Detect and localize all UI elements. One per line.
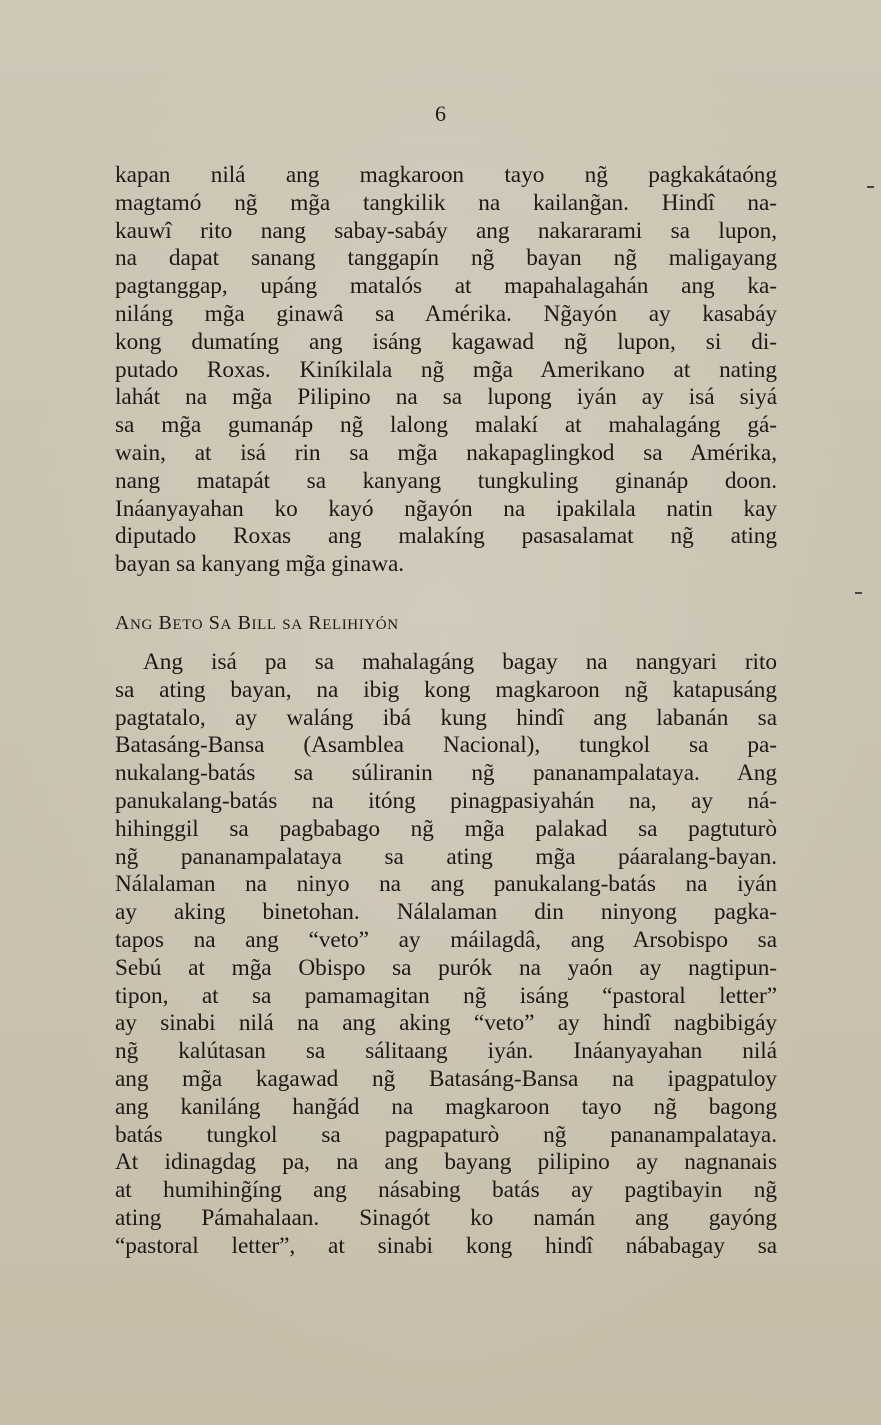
text-line: ang mg̃a kagawad ng̃ Batasáng-Bansa na ipagpatuloy (115, 1065, 777, 1092)
text-line: kong dumatíng ang isáng kagawad ng̃ lupon, si di- (115, 328, 777, 355)
text-line: nukalang-batás sa súliranin ng̃ pananampalataya. Ang (115, 760, 777, 787)
text-line: ng̃ pananampalataya sa ating mg̃a páaralang-bayan. (115, 843, 777, 870)
text-line: lahát na mg̃a Pilipino na sa lupong iyán ay isá siyá (115, 384, 777, 411)
text-line: kapan nilá ang magkaroon tayo ng̃ pagkakátaóng (115, 162, 777, 188)
text-line: niláng mg̃a ginawâ sa Amérika. Ng̃ayón ay kasabáy (115, 300, 777, 327)
text-line: At idinagdag pa, na ang bayang pilipino ay nagnanais (115, 1149, 777, 1176)
heading-word: BETO (158, 612, 204, 634)
text-line: ay aking binetohan. Nálalaman din ninyong pagka- (115, 899, 777, 926)
text-line: Ináanyayahan ko kayó ng̃ayón na ipakilala natin kay (115, 495, 777, 522)
section-heading (115, 610, 777, 638)
text-line: nang matapát sa kanyang tungkuling ginanáp doon. (115, 467, 777, 494)
text-line: ay sinabi nilá na ang aking “veto” ay hindî nagbibigáy (115, 1010, 777, 1037)
heading-word: SA (282, 617, 303, 633)
page-number: 6 (435, 101, 446, 126)
text-line: putado Roxas. Kiníkilala ng̃ mg̃a Amerikano at nating (115, 356, 777, 383)
paragraph-1 (115, 162, 777, 579)
heading-word: SA (208, 612, 232, 634)
text-line: Batasáng-Bansa (Asamblea Nacional), tungkol sa pa- (115, 732, 777, 759)
text-line: kauwî rito nang sabay-sabáy ang nakararami sa lupon, (115, 217, 777, 244)
text-line: Nálalaman na ninyo na ang panukalang-batás na iyán (115, 871, 777, 898)
text-line: tipon, at sa pamamagitan ng̃ isáng “pastoral letter” (115, 982, 777, 1009)
text-line: bayan sa kanyang mg̃a ginawa. (115, 551, 405, 578)
text-line: na dapat sanang tanggapín ng̃ bayan ng̃ maligayang (115, 245, 777, 272)
text-line: pagtanggap, upáng matalós at mapahalagahán ang ka- (115, 273, 777, 300)
text-line: diputado Roxas ang malakíng pasasalamat ng̃ ating (115, 523, 777, 550)
heading-word: ANG (115, 612, 153, 634)
text-line: sa mg̃a gumanáp ng̃ lalong malakí at mahalagáng gá- (115, 412, 777, 439)
text-line: ng̃ kalútasan sa sálitaang iyán. Ináanyayahan nilá (115, 1038, 777, 1065)
text-line: batás tungkol sa pagpapaturò ng̃ pananampalataya. (115, 1121, 777, 1148)
text-line: ang kaniláng hang̃ád na magkaroon tayo ng̃ bagong (115, 1093, 777, 1120)
text-line: pagtatalo, ay waláng ibá kung hindî ang labanán sa (115, 704, 777, 731)
text-line: tapos na ang “veto” ay máilagdâ, ang Arsobispo sa (115, 926, 777, 953)
text-line: panukalang-batás na itóng pinagpasiyahán na, ay ná- (115, 787, 777, 814)
heading-word: BILL (237, 612, 277, 634)
text-line: Sebú at mg̃a Obispo sa purók na yaón ay nagtipun- (115, 954, 777, 981)
paragraph-2 (115, 649, 777, 1261)
text-line: magtamó ng̃ mg̃a tangkilik na kailang̃an. Hindî na- (115, 189, 777, 216)
edge-mark (855, 592, 862, 594)
heading-word: RELIHIYÓN (308, 612, 399, 634)
text-line: wain, at isá rin sa mg̃a nakapaglingkod sa Amérika, (115, 439, 777, 466)
text-line: at humihing̃íng ang násabing batás ay pagtibayin ng̃ (115, 1177, 777, 1204)
text-line: “pastoral letter”, at sinabi kong hindî nábabagay sa (115, 1232, 777, 1259)
edge-mark (867, 186, 874, 188)
text-line: Ang isá pa sa mahalagáng bagay na nangyari rito (143, 649, 777, 675)
text-line: hihinggil sa pagbabago ng̃ mg̃a palakad sa pagtuturò (115, 815, 777, 842)
text-line: sa ating bayan, na ibig kong magkaroon ng̃ katapusáng (115, 676, 777, 703)
text-line: ating Pámahalaan. Sinagót ko namán ang gayóng (115, 1204, 777, 1231)
